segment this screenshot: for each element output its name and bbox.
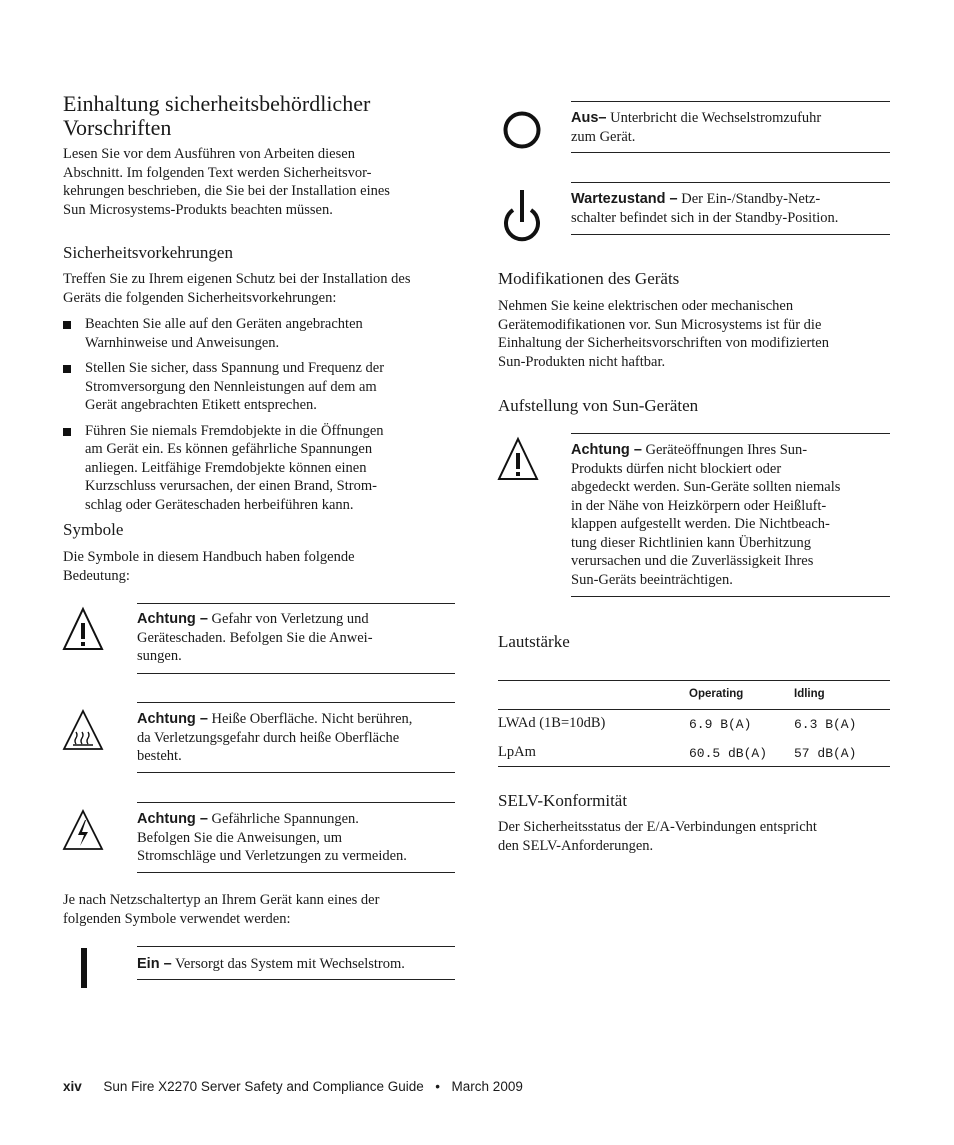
note-text: Gefährliche Spannungen. <box>207 811 359 827</box>
note-text: Heiße Oberfläche. Nicht berühren, <box>207 711 413 727</box>
note-text: tung dieser Richtlinien kann Überhitzung <box>571 534 812 551</box>
modifications-heading: Modifikationen des Geräts <box>498 269 680 288</box>
note-text: Sun-Geräts beeinträchtigen. <box>571 571 733 588</box>
note-text: da Verletzungsgefahr durch heiße Oberfläche <box>137 729 400 746</box>
text-line: Sun-Produkten nicht haftbar. <box>498 353 666 370</box>
note-label: Achtung – <box>137 611 208 627</box>
power-off-icon <box>502 110 542 155</box>
note-rule-bottom <box>571 234 890 235</box>
table-cell: 60.5 dB(A) <box>689 746 768 761</box>
hot-surface-note <box>137 710 457 766</box>
section-title <box>63 92 463 140</box>
table-rule-bottom <box>498 766 890 767</box>
note-text: zum Gerät. <box>571 128 636 145</box>
selv-heading: SELV-Konformität <box>498 791 628 810</box>
power-on-note <box>137 955 457 974</box>
bullet-square-icon <box>63 321 71 329</box>
note-label: Wartezustand – <box>571 191 678 207</box>
page-footer <box>63 1079 523 1094</box>
note-rule-top <box>137 702 455 703</box>
text-line: schlag oder Geräteschaden herbeiführen kann. <box>85 496 354 513</box>
table-row-label: LWAd (1B=10dB) <box>498 715 606 731</box>
symbols-intro <box>63 548 463 585</box>
symbols-heading: Symbole <box>63 520 124 539</box>
note-rule-top <box>137 946 455 947</box>
note-rule-bottom <box>571 152 890 153</box>
note-text: abgedeckt werden. Sun-Geräte sollten niemals <box>571 479 841 495</box>
note-label: Achtung – <box>571 442 642 458</box>
table-row-label: LpAm <box>498 744 536 760</box>
switch-intro <box>63 891 463 928</box>
note-text: Stromschläge und Verletzungen zu vermeiden. <box>137 848 407 864</box>
note-rule-top <box>137 802 455 803</box>
note-text: schalter befindet sich in der Standby-Position. <box>571 209 839 226</box>
table-cell: 57 dB(A) <box>794 746 857 761</box>
note-rule-top <box>571 101 890 102</box>
note-rule-bottom <box>137 979 455 980</box>
power-off-note <box>571 109 893 146</box>
standby-note <box>571 190 893 227</box>
text-line: Der Sicherheitsstatus der E/A-Verbindungen entspricht <box>498 819 817 835</box>
note-label: Aus– <box>571 110 607 126</box>
note-rule-bottom <box>571 596 890 597</box>
text-line: Die Symbole in diesem Handbuch haben folgende <box>63 549 355 565</box>
note-text: Gefahr von Verletzung und <box>207 611 369 627</box>
page-title-line-1: Einhaltung sicherheitsbehördlicher <box>63 91 371 116</box>
hot-surface-icon <box>62 708 104 757</box>
note-text: Versorgt das System mit Wechselstrom. <box>171 956 405 972</box>
list-item <box>63 359 463 415</box>
note-text: Befolgen Sie die Anweisungen, um <box>137 829 342 846</box>
selv-paragraph <box>498 818 898 855</box>
footer-bullet: • <box>435 1079 441 1094</box>
text-line: Lesen Sie vor dem Ausführen von Arbeiten diesen <box>63 146 355 162</box>
note-rule-bottom <box>137 673 455 674</box>
text-line: Treffen Sie zu Ihrem eigenen Schutz bei der Installation des <box>63 271 411 287</box>
note-label: Ein – <box>137 956 172 972</box>
text-line: Sun Microsystems-Produkts beachten müssen. <box>63 201 333 218</box>
table-cell: 6.3 B(A) <box>794 717 857 732</box>
note-rule-bottom <box>137 772 455 773</box>
text-line: Kurzschluss verursachen, der einen Brand, Strom- <box>85 478 377 494</box>
text-line: Stromversorgung den Nennleistungen auf dem am <box>85 378 377 395</box>
caution-triangle-icon <box>497 436 539 487</box>
text-line: Warnhinweise und Anweisungen. <box>85 334 280 351</box>
precautions-list <box>63 315 463 521</box>
standby-icon <box>500 188 544 249</box>
text-line: Gerät angebrachten Etikett entsprechen. <box>85 397 317 413</box>
caution-note <box>137 610 457 666</box>
list-item <box>63 315 463 352</box>
note-rule-top <box>137 603 455 604</box>
table-rule-top <box>498 680 890 681</box>
modifications-paragraph <box>498 297 898 371</box>
note-text: verursachen und die Zuverlässigkeit Ihres <box>571 553 814 569</box>
text-line: Gerätemodifikationen vor. Sun Microsystems ist für die <box>498 316 822 333</box>
power-on-icon <box>81 948 87 988</box>
placement-caution-note <box>571 441 893 589</box>
table-header-idling: Idling <box>794 688 825 700</box>
footer-date: March 2009 <box>451 1079 523 1094</box>
note-rule-top <box>571 433 890 434</box>
high-voltage-note <box>137 810 457 866</box>
caution-triangle-icon <box>62 606 104 657</box>
placement-heading: Aufstellung von Sun-Geräten <box>498 396 699 415</box>
text-line: Geräts die folgenden Sicherheitsvorkehrungen: <box>63 289 337 306</box>
text-line: Je nach Netzschaltertyp an Ihrem Gerät kann eines der <box>63 892 380 908</box>
list-item <box>63 422 463 515</box>
footer-title: Sun Fire X2270 Server Safety and Compliance Guide <box>103 1079 424 1094</box>
text-line: Bedeutung: <box>63 567 130 584</box>
note-label: Achtung – <box>137 811 208 827</box>
text-line: Führen Sie niemals Fremdobjekte in die Öffnungen <box>85 422 384 439</box>
text-line: folgenden Symbole verwendet werden: <box>63 910 291 927</box>
note-rule-top <box>571 182 890 183</box>
high-voltage-icon <box>62 808 104 857</box>
text-line: anliegen. Leitfähige Fremdobjekte können einen <box>85 459 367 476</box>
text-line: Nehmen Sie keine elektrischen oder mechanischen <box>498 298 794 314</box>
text-line: den SELV-Anforderungen. <box>498 837 654 854</box>
note-text: klappen aufgestellt werden. Die Nichtbeach- <box>571 516 830 532</box>
note-text: Unterbricht die Wechselstromzufuhr <box>606 110 822 126</box>
note-text: in der Nähe von Heizkörpern oder Heißluft- <box>571 497 827 514</box>
table-rule-header <box>498 709 890 710</box>
page-title-line-2: Vorschriften <box>63 115 172 140</box>
note-rule-bottom <box>137 872 455 873</box>
bullet-square-icon <box>63 365 71 373</box>
text-line: Beachten Sie alle auf den Geräten angebrachten <box>85 316 363 332</box>
note-label: Achtung – <box>137 711 208 727</box>
note-text: besteht. <box>137 748 182 764</box>
text-line: am Gerät ein. Es können gefährliche Spannungen <box>85 441 373 457</box>
note-text: sungen. <box>137 648 182 664</box>
note-text: Produkts dürfen nicht blockiert oder <box>571 460 782 477</box>
loudness-heading: Lautstärke <box>498 632 570 651</box>
precautions-intro <box>63 270 463 307</box>
note-text: Geräteöffnungen Ihres Sun- <box>641 442 808 458</box>
bullet-square-icon <box>63 428 71 436</box>
intro-paragraph <box>63 145 463 219</box>
note-text: Geräteschaden. Befolgen Sie die Anwei- <box>137 629 373 646</box>
page-number: xiv <box>63 1079 82 1094</box>
precautions-heading: Sicherheitsvorkehrungen <box>63 243 233 262</box>
table-header-operating: Operating <box>689 688 744 700</box>
text-line: Abschnitt. Im folgenden Text werden Sicherheitsvor- <box>63 164 372 181</box>
text-line: Einhaltung der Sicherheitsvorschriften von modifizierten <box>498 335 829 351</box>
text-line: Stellen Sie sicher, dass Spannung und Frequenz der <box>85 360 385 376</box>
table-cell: 6.9 B(A) <box>689 717 752 732</box>
note-text: Der Ein-/Standby-Netz- <box>677 191 821 207</box>
text-line: kehrungen beschrieben, die Sie bei der Installation eines <box>63 183 390 199</box>
